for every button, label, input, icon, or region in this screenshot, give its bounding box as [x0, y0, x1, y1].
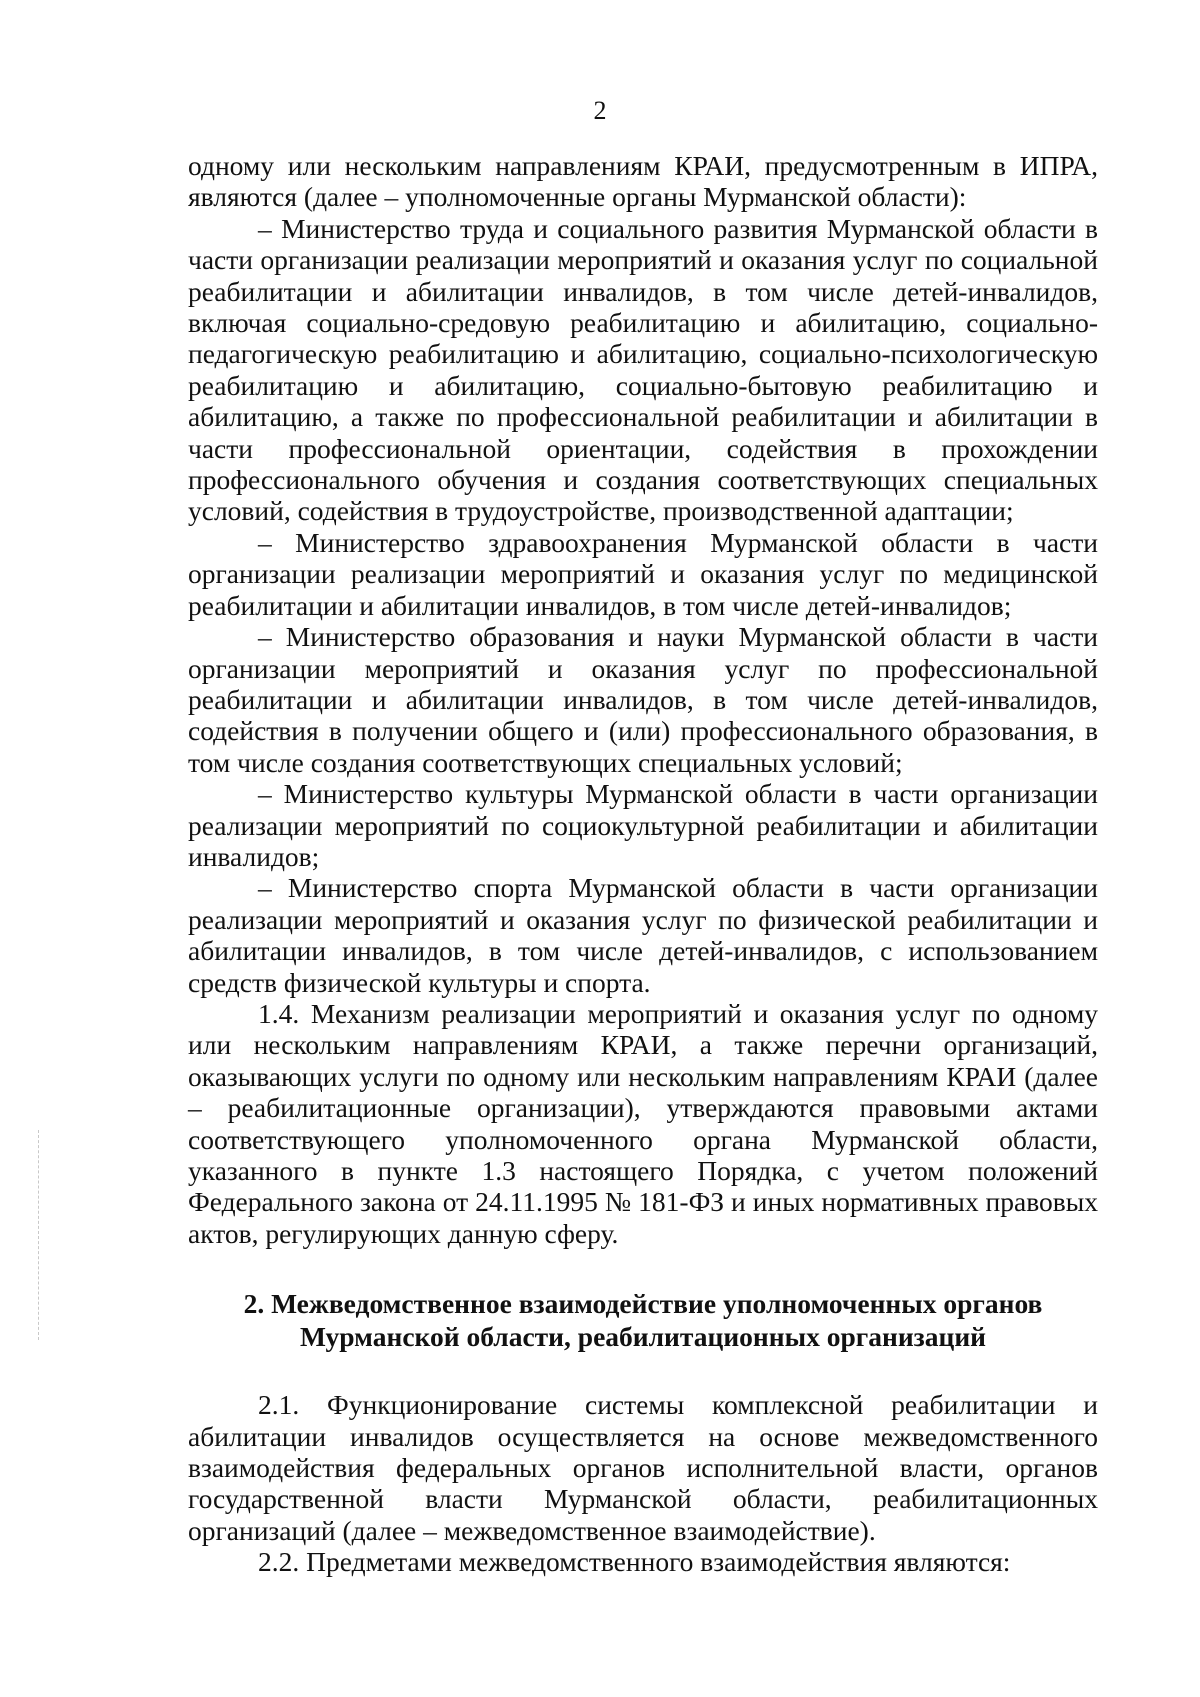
- paragraph-ministry-labor: – Министерство труда и социального развития Мурманской области в части организации реализации мероприятий и оказания услуг по социальной реабилитации и абилитации инвалидов, в том числе детей-инвалидов, включая социально-средовую реабилитацию и абилитацию, социально-педагогическую реабилитацию и абилитацию, социально-психологическую реабилитацию и абилитацию, социально-бытовую реабилитацию и абилитацию, а также по профессиональной реабилитации и абилитации в части профессиональной ориентации, содействия в прохождении профессионального обучения и создания соответствующих специальных условий, содействия в трудоустройстве, производственной адаптации;: [188, 212, 1098, 527]
- paragraph-1-4: 1.4. Механизм реализации мероприятий и оказания услуг по одному или нескольким направлениям КРАИ, а также перечни организаций, оказывающих услуги по одному или нескольким направлениям КРАИ (далее – реабилитационные организации), утверждаются правовыми актами соответствующего уполномоченного органа Мурманской области, указанного в пункте 1.3 настоящего Порядка, с учетом положений Федерального закона от 24.11.1995 № 181-ФЗ и иных нормативных правовых актов, регулирующих данную сферу.: [188, 997, 1098, 1249]
- paragraph-ministry-health: – Министерство здравоохранения Мурманской области в части организации реализации мероприятий и оказания услуг по медицинской реабилитации и абилитации инвалидов, в том числе детей-инвалидов;: [188, 526, 1098, 621]
- paragraph-ministry-culture: – Министерство культуры Мурманской области в части организации реализации мероприятий по социокультурной реабилитации и абилитации инвалидов;: [188, 778, 1098, 872]
- page-number: 2: [593, 96, 607, 125]
- paragraph-continuation: одному или нескольким направлениям КРАИ, предусмотренным в ИПРА, являются (далее – уполномоченные органы Мурманской области):: [188, 150, 1098, 213]
- section-heading-line-1: 2. Межведомственное взаимодействие уполномоченных органов: [243, 1288, 1043, 1320]
- paragraph-ministry-sport: – Министерство спорта Мурманской области в части организации реализации мероприятий и оказания услуг по физической реабилитации и абилитации инвалидов, в том числе детей-инвалидов, с использованием средств физической культуры и спорта.: [188, 872, 1098, 998]
- paragraph-2-1: 2.1. Функционирование системы комплексной реабилитации и абилитации инвалидов осуществляется на основе межведомственного взаимодействия федеральных органов исполнительной власти, органов государственной власти Мурманской области, реабилитационных организаций (далее – межведомственное взаимодействие).: [188, 1389, 1098, 1546]
- section-heading: [188, 1287, 1098, 1353]
- paragraph-ministry-education: – Министерство образования и науки Мурманской области в части организации мероприятий и оказания услуг по профессиональной реабилитации и абилитации инвалидов, в том числе детей-инвалидов, содействия в получении общего и (или) профессионального образования, в том числе создания соответствующих специальных условий;: [188, 621, 1098, 778]
- scan-margin-mark: [38, 1130, 39, 1340]
- document-body: [188, 150, 1098, 1578]
- paragraph-2-2: 2.2. Предметами межведомственного взаимодействия являются:: [258, 1546, 1011, 1578]
- section-heading-line-2: Мурманской области, реабилитационных организаций: [299, 1321, 987, 1353]
